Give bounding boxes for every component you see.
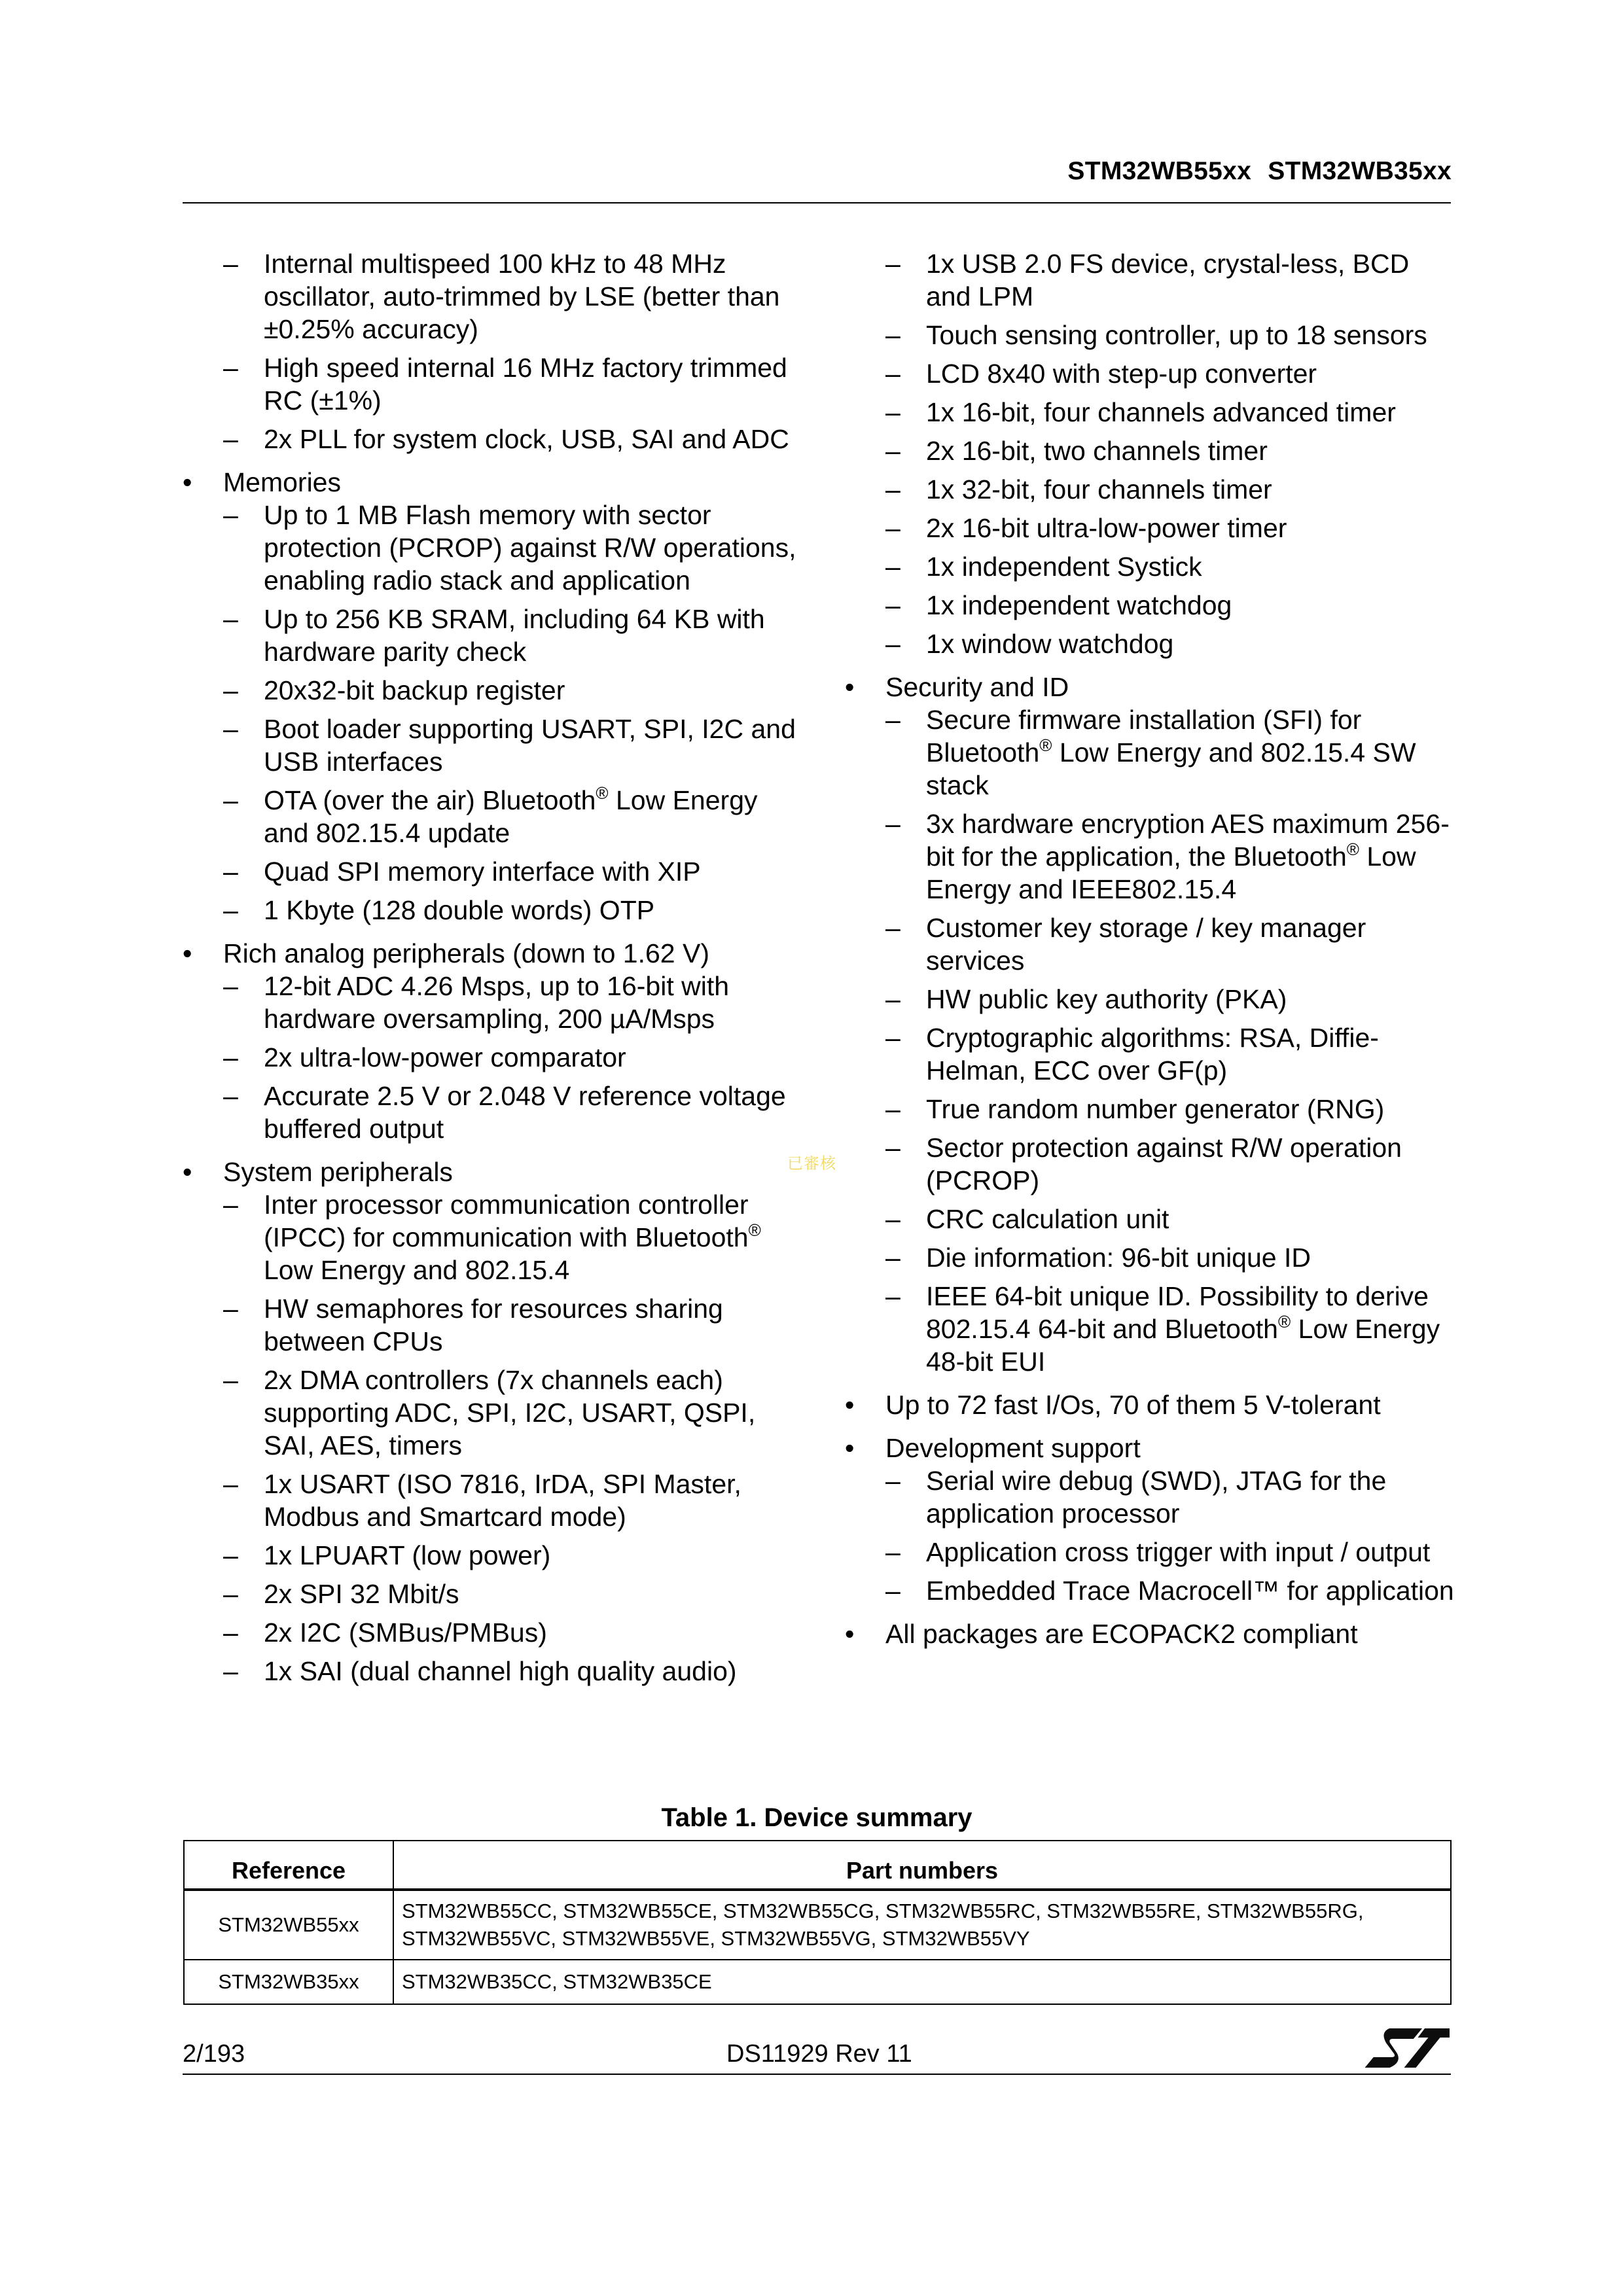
feature-subitem-text: Touch sensing controller, up to 18 sensors <box>926 320 1427 350</box>
feature-item <box>845 247 1460 660</box>
feature-item <box>845 1432 1460 1607</box>
st-logo-icon <box>1364 2024 1450 2075</box>
page-header-title: STM32WB55xx STM32WB35xx <box>1067 157 1452 185</box>
feature-subitem <box>223 1655 798 1687</box>
header-rule <box>183 202 1451 203</box>
feature-subitem <box>885 434 1460 467</box>
feature-subitem <box>885 1241 1460 1274</box>
feature-subitem-text: 2x PLL for system clock, USB, SAI and ADC <box>264 424 789 454</box>
feature-subitem <box>885 911 1460 977</box>
feature-subitem-text: Cryptographic algorithms: RSA, Diffie-Helman, ECC over GF(p) <box>926 1023 1379 1086</box>
dash-icon: – <box>885 629 901 659</box>
dash-icon: – <box>885 249 901 279</box>
feature-subitem <box>885 396 1460 429</box>
feature-subitem <box>885 357 1460 390</box>
dash-icon: – <box>885 1576 901 1606</box>
feature-subitem-text: Boot loader supporting USART, SPI, I2C and USB interfaces <box>264 714 796 777</box>
dash-icon: – <box>223 1656 238 1686</box>
dash-icon: – <box>885 513 901 543</box>
feature-subitem-text: Inter processor communication controller (IPCC) for communication with Bluetooth® Low Energy and 802.15.4 <box>264 1190 761 1285</box>
table-header-row <box>184 1841 1451 1890</box>
column-header-reference: Reference <box>184 1841 393 1890</box>
feature-subitem <box>885 1280 1460 1378</box>
dash-icon: – <box>885 1023 901 1053</box>
bullet-icon: • <box>183 938 192 968</box>
feature-item <box>183 247 798 455</box>
feature-item <box>183 466 798 927</box>
feature-subitem <box>885 1536 1460 1568</box>
dash-icon: – <box>223 604 238 634</box>
feature-subitem <box>223 1080 798 1145</box>
feature-item-text: Rich analog peripherals (down to 1.62 V) <box>223 938 709 968</box>
dash-icon: – <box>223 1294 238 1324</box>
feature-subitem-text: 2x I2C (SMBus/PMBus) <box>264 1617 547 1648</box>
feature-item <box>183 1156 798 1687</box>
feature-subitem <box>885 1093 1460 1125</box>
feature-item <box>845 1617 1460 1650</box>
dash-icon: – <box>223 1469 238 1499</box>
feature-subitem-text: 2x 16-bit ultra-low-power timer <box>926 513 1287 543</box>
feature-subitem <box>223 423 798 455</box>
feature-subitem <box>885 1021 1460 1087</box>
dash-icon: – <box>223 714 238 744</box>
dash-icon: – <box>223 500 238 530</box>
feature-subitem <box>885 473 1460 506</box>
dash-icon: – <box>223 1365 238 1395</box>
feature-subitem-text: 1x independent Systick <box>926 552 1202 582</box>
feature-subitem-text: Accurate 2.5 V or 2.048 V reference voltage buffered output <box>264 1081 786 1144</box>
bullet-icon: • <box>183 467 192 497</box>
feature-item-text: Development support <box>885 1433 1141 1463</box>
dash-icon: – <box>223 895 238 925</box>
dash-icon: – <box>885 984 901 1014</box>
dash-icon: – <box>223 675 238 705</box>
feature-subitem <box>223 970 798 1035</box>
dash-icon: – <box>885 320 901 350</box>
reference-cell: STM32WB35xx <box>184 1960 393 2004</box>
feature-subitem <box>223 1578 798 1610</box>
feature-subitem-text: Up to 1 MB Flash memory with sector protection (PCROP) against R/W operations, enabling radio stack and application <box>264 500 796 595</box>
table-row <box>184 1960 1451 2004</box>
feature-subitems <box>885 703 1460 1378</box>
feature-subitem <box>223 351 798 417</box>
device-summary-table <box>183 1840 1452 2005</box>
feature-subitem-text: 2x SPI 32 Mbit/s <box>264 1579 459 1609</box>
dash-icon: – <box>223 857 238 887</box>
feature-subitems <box>885 247 1460 660</box>
feature-subitem <box>223 894 798 927</box>
feature-subitem <box>223 1616 798 1649</box>
dash-icon: – <box>223 1190 238 1220</box>
reference-cell: STM32WB55xx <box>184 1890 393 1960</box>
feature-subitem <box>223 1292 798 1358</box>
dash-icon: – <box>223 1540 238 1570</box>
dash-icon: – <box>885 1537 901 1567</box>
feature-item <box>845 671 1460 1378</box>
feature-subitem-text: Serial wire debug (SWD), JTAG for the application processor <box>926 1466 1387 1528</box>
feature-subitem <box>885 1574 1460 1607</box>
feature-subitem-text: 1x 32-bit, four channels timer <box>926 474 1272 504</box>
feature-subitem-text: 2x DMA controllers (7x channels each) supporting ADC, SPI, I2C, USART, QSPI, SAI, AES, timers <box>264 1365 756 1460</box>
feature-item-text: System peripherals <box>223 1157 453 1187</box>
dash-icon: – <box>223 1617 238 1648</box>
feature-subitem <box>223 784 798 849</box>
dash-icon: – <box>223 424 238 454</box>
feature-subitems <box>223 970 798 1145</box>
feature-subitem-text: 1 Kbyte (128 double words) OTP <box>264 895 655 925</box>
dash-icon: – <box>223 971 238 1001</box>
feature-subitem-text: Internal multispeed 100 kHz to 48 MHz oscillator, auto-trimmed by LSE (better than ±0.25% accuracy) <box>264 249 780 344</box>
feature-item-text: Up to 72 fast I/Os, 70 of them 5 V-tolerant <box>885 1390 1381 1420</box>
feature-subitem <box>223 499 798 597</box>
dash-icon: – <box>885 474 901 504</box>
feature-subitem-text: Application cross trigger with input / output <box>926 1537 1431 1567</box>
bullet-icon: • <box>845 1433 855 1463</box>
dash-icon: – <box>885 552 901 582</box>
feature-subitem-text: IEEE 64-bit unique ID. Possibility to derive 802.15.4 64-bit and Bluetooth® Low Energy 48-bit EUI <box>926 1281 1440 1377</box>
feature-subitem-text: 1x 16-bit, four channels advanced timer <box>926 397 1396 427</box>
feature-subitem-text: HW public key authority (PKA) <box>926 984 1287 1014</box>
feature-subitem <box>885 512 1460 544</box>
feature-subitem-text: 3x hardware encryption AES maximum 256-bit for the application, the Bluetooth® Low Energy and IEEE802.15.4 <box>926 809 1450 904</box>
feature-subitem-text: Customer key storage / key manager services <box>926 913 1366 976</box>
feature-subitem-text: OTA (over the air) Bluetooth® Low Energy and 802.15.4 update <box>264 783 758 848</box>
feature-subitem-text: 20x32-bit backup register <box>264 675 565 705</box>
feature-subitem <box>223 713 798 778</box>
page-number: 2/193 <box>183 2040 245 2068</box>
feature-subitem-text: 1x independent watchdog <box>926 590 1232 620</box>
feature-subitem <box>223 1468 798 1533</box>
dash-icon: – <box>885 913 901 943</box>
feature-subitem <box>885 627 1460 660</box>
feature-subitem-text: 1x USB 2.0 FS device, crystal-less, BCD and LPM <box>926 249 1410 311</box>
feature-item <box>183 937 798 1145</box>
feature-subitem <box>885 1464 1460 1530</box>
feature-subitem <box>223 1539 798 1572</box>
feature-subitems <box>223 247 798 455</box>
feature-item-text: Memories <box>223 467 341 497</box>
feature-subitem <box>885 807 1460 906</box>
feature-subitem <box>223 1364 798 1462</box>
feature-subitem-text: 2x ultra-low-power comparator <box>264 1042 626 1072</box>
dash-icon: – <box>885 1243 901 1273</box>
feature-subitem <box>223 1041 798 1074</box>
table-row <box>184 1890 1451 1960</box>
feature-subitem <box>223 247 798 345</box>
bullet-icon: • <box>183 1157 192 1187</box>
dash-icon: – <box>223 1042 238 1072</box>
feature-subitem-text: 2x 16-bit, two channels timer <box>926 436 1268 466</box>
feature-subitem <box>885 1203 1460 1235</box>
feature-subitem-text: Embedded Trace Macrocell™ for application <box>926 1576 1454 1606</box>
feature-subitem <box>885 319 1460 351</box>
feature-subitem-text: 12-bit ADC 4.26 Msps, up to 16-bit with hardware oversampling, 200 µA/Msps <box>264 971 730 1034</box>
feature-subitems <box>223 1188 798 1687</box>
dash-icon: – <box>885 590 901 620</box>
feature-subitem-text: Secure firmware installation (SFI) for Bluetooth® Low Energy and 802.15.4 SW stack <box>926 705 1416 800</box>
part-numbers-cell: STM32WB35CC, STM32WB35CE <box>393 1960 1451 2004</box>
dash-icon: – <box>223 353 238 383</box>
table-caption: Table 1. Device summary <box>661 1803 972 1832</box>
feature-subitem-text: Quad SPI memory interface with XIP <box>264 857 701 887</box>
dash-icon: – <box>885 1466 901 1496</box>
feature-subitem <box>885 703 1460 802</box>
feature-subitem-text: Up to 256 KB SRAM, including 64 KB with hardware parity check <box>264 604 765 667</box>
dash-icon: – <box>223 1579 238 1609</box>
document-revision: DS11929 Rev 11 <box>726 2040 912 2068</box>
bullet-icon: • <box>845 1619 855 1649</box>
dash-icon: – <box>223 1081 238 1111</box>
dash-icon: – <box>885 1094 901 1124</box>
features-left-column <box>183 247 798 1698</box>
feature-subitem-text: 1x USART (ISO 7816, IrDA, SPI Master, Modbus and Smartcard mode) <box>264 1469 741 1532</box>
feature-subitem <box>223 674 798 707</box>
footer-rule <box>183 2074 1451 2075</box>
feature-subitem-text: 1x window watchdog <box>926 629 1174 659</box>
feature-subitem-text: High speed internal 16 MHz factory trimmed RC (±1%) <box>264 353 787 415</box>
feature-subitem <box>223 603 798 668</box>
features-right-column <box>845 247 1460 1661</box>
review-stamp: 已審核 <box>787 1155 836 1173</box>
feature-subitem <box>885 983 1460 1016</box>
dash-icon: – <box>885 436 901 466</box>
feature-subitems <box>223 499 798 927</box>
dash-icon: – <box>885 1281 901 1311</box>
feature-subitem-text: LCD 8x40 with step-up converter <box>926 359 1317 389</box>
column-header-part-numbers: Part numbers <box>393 1841 1451 1890</box>
feature-item-text: All packages are ECOPACK2 compliant <box>885 1619 1358 1649</box>
part-numbers-cell: STM32WB55CC, STM32WB55CE, STM32WB55CG, STM32WB55RC, STM32WB55RE, STM32WB55RG, STM32WB55VC, STM32WB55VE, STM32WB55VG, STM32WB55VY <box>393 1890 1451 1960</box>
bullet-icon: • <box>845 672 855 702</box>
dash-icon: – <box>885 1133 901 1163</box>
bullet-icon: • <box>845 1390 855 1420</box>
feature-item-text: Security and ID <box>885 672 1069 702</box>
feature-subitem-text: Die information: 96-bit unique ID <box>926 1243 1311 1273</box>
feature-subitems <box>885 1464 1460 1607</box>
feature-subitem <box>885 247 1460 313</box>
dash-icon: – <box>885 705 901 735</box>
feature-subitem <box>223 1188 798 1286</box>
feature-subitem-text: CRC calculation unit <box>926 1204 1169 1234</box>
feature-subitem <box>885 550 1460 583</box>
feature-subitem-text: 1x SAI (dual channel high quality audio) <box>264 1656 737 1686</box>
dash-icon: – <box>885 809 901 839</box>
dash-icon: – <box>885 1204 901 1234</box>
feature-subitem-text: True random number generator (RNG) <box>926 1094 1385 1124</box>
dash-icon: – <box>885 397 901 427</box>
dash-icon: – <box>223 785 238 815</box>
feature-subitem-text: HW semaphores for resources sharing between CPUs <box>264 1294 723 1356</box>
feature-subitem-text: Sector protection against R/W operation (PCROP) <box>926 1133 1402 1195</box>
feature-subitem-text: 1x LPUART (low power) <box>264 1540 551 1570</box>
dash-icon: – <box>885 359 901 389</box>
feature-subitem <box>223 855 798 888</box>
feature-subitem <box>885 1131 1460 1197</box>
feature-subitem <box>885 589 1460 622</box>
feature-item <box>845 1388 1460 1421</box>
dash-icon: – <box>223 249 238 279</box>
